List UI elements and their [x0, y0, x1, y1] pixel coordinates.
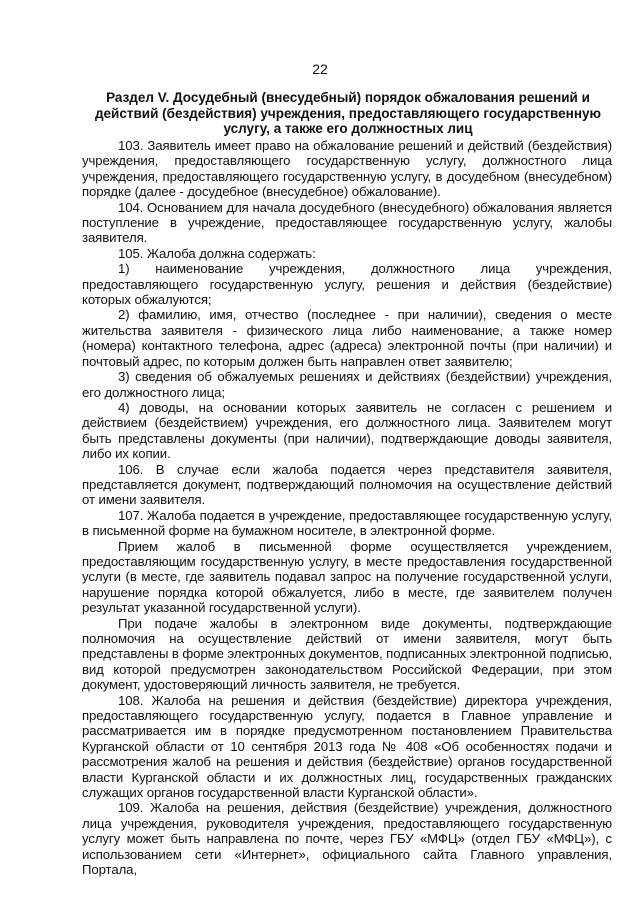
paragraph-103: 103. Заявитель имеет право на обжалование решений и действий (бездействия) учреждения, предоставляющего государственную услугу, должностного лица учреждения, предоставляющего государственную услугу, в досудебном (внесудебном) порядке (далее - досудебное (внесудебное) обжалование). — [82, 138, 612, 200]
list-item-2: 2) фамилию, имя, отчество (последнее - при наличии), сведения о месте жительства заявителя - физического лица либо наименование, а также номер (номера) контактного телефона, адрес (адреса) электронной почты (при наличии) и почтовый адрес, по которым должен быть направлен ответ заявителю; — [82, 307, 612, 369]
paragraph-108: 108. Жалоба на решения и действия (бездействие) директора учреждения, предоставляющего государственную услугу, подается в Главное управление и рассматривается им в порядке предусмотренном постановлением Правительства Курганской области от 10 сентября 2013 года № 408 «Об особенностях подачи и рассмотрения жалоб на решения и действия (бездействие) органов государственной власти Курганской области и их должностных лиц, государственных гражданских служащих органов государственной власти Курганской области». — [82, 692, 612, 801]
page-number: 22 — [312, 61, 328, 77]
paragraph-109: 109. Жалоба на решения, действия (бездействие) учреждения, должностного лица учреждения, руководителя учреждения, предоставляющего государственную услугу может быть направлена по почте, через ГБУ «МФЦ» (отдел ГБУ «МФЦ»), с использованием сети «Интернет», официального сайта Главного управления, Портала, — [82, 800, 612, 878]
list-item-3: 3) сведения об обжалуемых решениях и действиях (бездействии) учреждения, его должностного лица; — [82, 369, 612, 400]
list-item-4: 4) доводы, на основании которых заявитель не согласен с решением и действием (бездействием) учреждения, его должностного лица. Заявителем могут быть представлены документы (при наличии), подтверждающие доводы заявителя, либо их копии. — [82, 399, 612, 462]
document-body — [82, 138, 612, 878]
paragraph-electronic-complaints: При подаче жалобы в электронном виде документы, подтверждающие полномочия на осуществление действий от имени заявителя, могут быть представлены в форме электронных документов, подписанных электронной подписью, вид которой предусмотрен законодательством Российской Федерации, при этом документ, удостоверяющий личность заявителя, не требуется. — [82, 615, 612, 693]
paragraph-105: 105. Жалоба должна содержать: — [118, 245, 316, 261]
section-title: Раздел V. Досудебный (внесудебный) порядок обжалования решений и действий (бездействия) учреждения, предоставляющего государственную услугу, а также его должностных лиц — [94, 90, 602, 137]
paragraph-104: 104. Основанием для начала досудебного (внесудебного) обжалования является поступление в учреждение, предоставляющее государственную услугу, жалобы заявителя. — [82, 199, 612, 246]
paragraph-107: 107. Жалоба подается в учреждение, предоставляющее государственную услугу, в письменной форме на бумажном носителе, в электронной форме. — [82, 507, 612, 539]
paragraph-106: 106. В случае если жалоба подается через представителя заявителя, представляется документ, подтверждающий полномочия на осуществление действий от имени заявителя. — [82, 461, 612, 508]
list-item-1: 1) наименование учреждения, должностного лица учреждения, предоставляющего государственную услугу, решения и действия (бездействие) которых обжалуются; — [82, 261, 612, 308]
paragraph-written-complaints: Прием жалоб в письменной форме осуществляется учреждением, предоставляющим государственную услугу, в месте предоставления государственной услуги (в месте, где заявитель подавал запрос на получение государственной услуги, нарушение порядка которой обжалуется, либо в месте, где заявителем получен результат указанной государственной услуги). — [82, 538, 612, 616]
